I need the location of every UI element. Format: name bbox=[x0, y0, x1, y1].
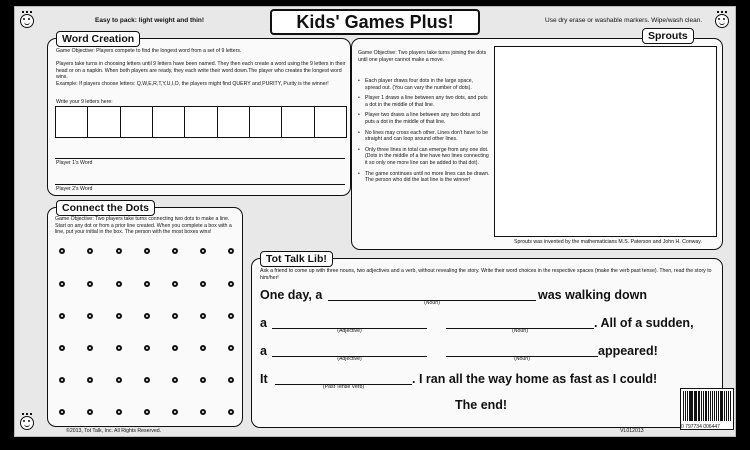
letters-label: Write your 9 letters here: bbox=[56, 99, 113, 105]
grid-dot[interactable] bbox=[200, 345, 206, 351]
sprouts-credit: Sprouts was invented by the mathematicians M.S. Paterson and John H. Conway. bbox=[514, 239, 702, 245]
grid-dot[interactable] bbox=[172, 377, 178, 383]
grid-dot[interactable] bbox=[87, 409, 93, 415]
grid-dot[interactable] bbox=[144, 313, 150, 319]
letter-box[interactable] bbox=[281, 107, 313, 137]
story-ending: The end! bbox=[455, 398, 508, 412]
barcode-number: 0 797734 006447 bbox=[681, 424, 720, 430]
barcode-bar bbox=[690, 391, 692, 421]
grid-dot[interactable] bbox=[228, 281, 234, 287]
grid-dot[interactable] bbox=[59, 313, 65, 319]
sprouts-rule: • No lines may cross each other. Lines don't have to be straight and can loop around other lines. bbox=[358, 129, 488, 143]
barcode-bar bbox=[720, 391, 721, 421]
barcode-bar bbox=[695, 391, 696, 421]
grid-dot[interactable] bbox=[87, 377, 93, 383]
barcode-bar bbox=[703, 391, 704, 421]
grid-dot[interactable] bbox=[87, 248, 93, 254]
grid-dot[interactable] bbox=[200, 409, 206, 415]
adjective2-label: (Adjective) bbox=[337, 356, 362, 362]
grid-dot[interactable] bbox=[144, 377, 150, 383]
sprouts-rule: • Player two draws a line between any two dots and puts a dot in the middle of that line. bbox=[358, 112, 481, 125]
adjective1-label: (Adjective) bbox=[337, 328, 362, 334]
noun1-label: (Noun) bbox=[424, 300, 440, 306]
grid-dot[interactable] bbox=[144, 345, 150, 351]
tot-talk-title: Tot Talk Lib! bbox=[260, 251, 333, 267]
letter-box[interactable] bbox=[120, 107, 152, 137]
product-code: VL012013 bbox=[620, 428, 644, 434]
barcode-bar bbox=[710, 391, 711, 421]
story-line3-end: appeared! bbox=[598, 344, 658, 358]
word-creation-rules: Players take turns in choosing letters until 9 letters have been named. They then each create a word using the 9 letters in their head or on a napkin. When both players are ready, they each write their word down.The player who creates the longest word wins. bbox=[56, 61, 346, 81]
copyright: ©2013, Tot Talk, Inc. All Rights Reserved. bbox=[66, 428, 162, 434]
grid-dot[interactable] bbox=[228, 248, 234, 254]
grid-dot[interactable] bbox=[172, 281, 178, 287]
grid-dot[interactable] bbox=[59, 345, 65, 351]
sprouts-rule: • Only three lines in total can emerge from any one dot. (Dots in the middle of a line have two lines connecting it so only one more line can be added to that dot). bbox=[358, 146, 489, 166]
story-line2-start: a bbox=[260, 316, 267, 330]
story-line2-end: . All of a sudden, bbox=[594, 316, 694, 330]
sprouts-rule: • The game continues until no more lines can be drawn. The person who did the last line is the winner! bbox=[358, 170, 490, 184]
grid-dot[interactable] bbox=[59, 409, 65, 415]
barcode-bar bbox=[699, 391, 700, 421]
player1-label: Player 1's Word bbox=[56, 160, 93, 166]
grid-dot[interactable] bbox=[200, 377, 206, 383]
word-creation-title: Word Creation bbox=[56, 31, 140, 47]
sprouts-objective: Game Objective: Two players take turns joining the dots until one player cannot make a move. bbox=[358, 50, 487, 63]
grid-dot[interactable] bbox=[200, 248, 206, 254]
story-line4-end: . I ran all the way home as fast as I could! bbox=[412, 372, 658, 386]
barcode-bar bbox=[685, 391, 686, 421]
sprouts-rules bbox=[358, 78, 490, 188]
connect-dots-title: Connect the Dots bbox=[56, 200, 155, 216]
grid-dot[interactable] bbox=[172, 248, 178, 254]
barcode-bar bbox=[705, 391, 707, 421]
grid-dot[interactable] bbox=[200, 281, 206, 287]
grid-dot[interactable] bbox=[228, 377, 234, 383]
grid-dot[interactable] bbox=[172, 409, 178, 415]
barcode-bar bbox=[712, 391, 713, 421]
barcode-bar bbox=[724, 391, 725, 421]
grid-dot[interactable] bbox=[144, 281, 150, 287]
barcode-bar bbox=[721, 391, 723, 421]
sprouts-title: Sprouts bbox=[642, 28, 694, 44]
grid-dot[interactable] bbox=[228, 409, 234, 415]
grid-dot[interactable] bbox=[59, 377, 65, 383]
tagline-right: Use dry erase or washable markers. Wipe/wash clean. bbox=[545, 17, 703, 24]
grid-dot[interactable] bbox=[116, 409, 122, 415]
letter-box[interactable] bbox=[249, 107, 281, 137]
barcode-bar bbox=[714, 391, 715, 421]
player2-word-line[interactable] bbox=[55, 184, 345, 185]
player1-word-line[interactable] bbox=[55, 158, 345, 159]
barcode-bar bbox=[683, 391, 684, 421]
grid-dot[interactable] bbox=[87, 281, 93, 287]
grid-dot[interactable] bbox=[116, 281, 122, 287]
story-line1-start: One day, a bbox=[260, 288, 323, 302]
barcode-bar bbox=[726, 391, 727, 421]
grid-dot[interactable] bbox=[172, 313, 178, 319]
story-line4-start: It bbox=[260, 372, 268, 386]
barcode-bar bbox=[730, 391, 731, 421]
face-icon-top-right bbox=[715, 14, 729, 28]
sprouts-rule: • Player 1 draws a line between any two dots, and puts a dot in the middle of that line. bbox=[358, 95, 488, 108]
barcode-bar bbox=[701, 391, 702, 421]
story-line3-start: a bbox=[260, 344, 267, 358]
barcode-bar bbox=[694, 391, 695, 421]
word-creation-example: Example: If players choose letters: Q,W,E,R,T,Y,U,I,O, the players might find QUERY and PURITY, Purity is the winner! bbox=[56, 81, 329, 87]
story-line1-end: was walking down bbox=[538, 288, 648, 302]
grid-dot[interactable] bbox=[59, 248, 65, 254]
letter-box[interactable] bbox=[184, 107, 216, 137]
grid-dot[interactable] bbox=[144, 409, 150, 415]
face-icon-top-left bbox=[20, 14, 34, 28]
barcode-bar bbox=[687, 391, 688, 421]
tagline-left: Easy to pack: light weight and thin! bbox=[95, 17, 205, 24]
verb-label: (Past Tense Verb) bbox=[322, 384, 365, 390]
letter-boxes[interactable] bbox=[55, 106, 347, 138]
barcode-bar bbox=[689, 391, 690, 421]
page-title: Kids' Games Plus! bbox=[270, 9, 480, 35]
face-icon-bottom-left bbox=[20, 416, 34, 430]
noun3-label: (Noun) bbox=[514, 356, 530, 362]
letter-box[interactable] bbox=[152, 107, 184, 137]
barcode-bar bbox=[708, 391, 709, 421]
grid-dot[interactable] bbox=[172, 345, 178, 351]
connect-dots-objective: Game Objective: Two players take turns connecting two dots to make a line. Start on any dot or from a prior line created. When you complete a box with a line, put your initial in the box. The person with the most boxes wins! bbox=[55, 216, 232, 236]
letter-box[interactable] bbox=[217, 107, 249, 137]
grid-dot[interactable] bbox=[144, 248, 150, 254]
grid-dot[interactable] bbox=[116, 248, 122, 254]
sprouts-drawing-area[interactable] bbox=[494, 46, 717, 237]
tot-talk-instructions: Ask a friend to come up with three nouns, two adjectives and a verb, without revealing the story. Write their word choices in the respective spaces (make the verb past tense). Then, read the story to him/her! bbox=[260, 268, 712, 281]
grid-dot[interactable] bbox=[116, 345, 122, 351]
word-creation-objective: Game Objective: Players compete to find the longest word from a set of 9 letters. bbox=[56, 48, 242, 54]
grid-dot[interactable] bbox=[59, 281, 65, 287]
barcode-bar bbox=[716, 391, 717, 421]
grid-dot[interactable] bbox=[116, 313, 122, 319]
grid-dot[interactable] bbox=[228, 345, 234, 351]
player2-label: Player 2's Word bbox=[56, 186, 93, 192]
letter-box[interactable] bbox=[56, 107, 87, 137]
grid-dot[interactable] bbox=[87, 313, 93, 319]
letter-box[interactable] bbox=[87, 107, 119, 137]
letter-box[interactable] bbox=[314, 107, 346, 137]
grid-dot[interactable] bbox=[116, 377, 122, 383]
grid-dot[interactable] bbox=[87, 345, 93, 351]
barcode-bar bbox=[728, 391, 729, 421]
barcode-bar bbox=[698, 391, 699, 421]
barcode-bar bbox=[718, 391, 719, 421]
grid-dot[interactable] bbox=[228, 313, 234, 319]
grid-dot[interactable] bbox=[200, 313, 206, 319]
noun2-label: (Noun) bbox=[512, 328, 528, 334]
sprouts-rule: • Each player draws four dots in the large space, spread out. (You can vary the number of dots). bbox=[358, 78, 474, 91]
